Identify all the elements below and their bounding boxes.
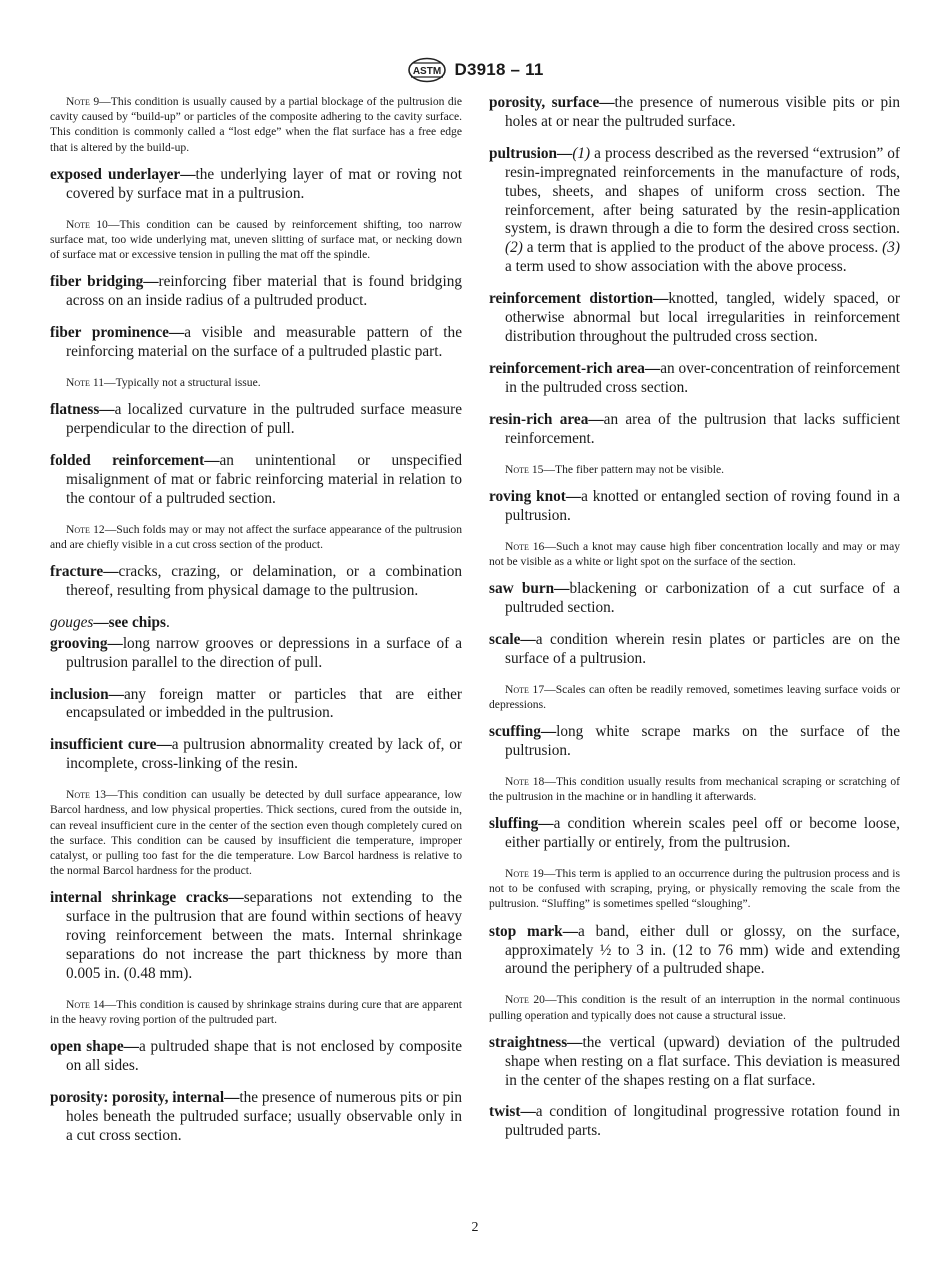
note-15: Note 15—The fiber pattern may not be visible. xyxy=(505,462,725,476)
term-grooving: grooving—long narrow grooves or depressions in a surface of a pultrusion parallel to the direction of pull. xyxy=(50,634,462,671)
term-exposed-underlayer: exposed underlayer—the underlying layer of mat or roving not covered by surface mat in a pultrusion. xyxy=(50,165,462,202)
note-19: Note 19—This term is applied to an occurrence during the pultrusion process and is not to be confused with scraping, prying, or physically removing the scale from the pultrusion. “Sluffing” is sometimes spelled “sloughing”. xyxy=(489,866,901,911)
term-fiber-bridging: fiber bridging—reinforcing fiber material that is found bridging across on an inside radius of a pultruded product. xyxy=(50,273,462,310)
term-stop-mark: stop mark—a band, either dull or glossy, on the surface, approximately ½ to 3 in. (12 to 76 mm) wide and extending around the periphery of a pultruded shape. xyxy=(489,922,901,978)
svg-text:ASTM: ASTM xyxy=(412,66,441,77)
note-11: Note 11—Typically not a structural issue. xyxy=(66,375,261,389)
term-internal-shrinkage-cracks: internal shrinkage cracks—separations not extending to the surface in the pultrusion that are found within sections of heavy roving reinforcement between the mats. Internal shrinkage separations do not increase the part thickness by more than 0.005 in. (0.48 mm). xyxy=(50,889,462,982)
term-scuffing: scuffing—long white scrape marks on the surface of the pultrusion. xyxy=(489,722,900,759)
term-scale: scale—a condition wherein resin plates or particles are on the surface of a pultrusion. xyxy=(489,630,900,667)
term-twist: twist—a condition of longitudinal progressive rotation found in pultruded parts. xyxy=(489,1103,900,1140)
note-20: Note 20—This condition is the result of an interruption in the normal continuous pulling operation and typically does not cause a structural issue. xyxy=(489,993,900,1022)
term-roving-knot: roving knot—a knotted or entangled section of roving found in a pultrusion. xyxy=(489,487,900,524)
note-14: Note 14—This condition is caused by shrinkage strains during cure that are apparent in the heavy roving portion of the pultruded part. xyxy=(50,997,463,1027)
term-reinforcement-rich-area: reinforcement-rich area—an over-concentration of reinforcement in the pultruded cross section. xyxy=(489,359,900,396)
term-insufficient-cure: insufficient cure—a pultrusion abnormality created by lack of, or incomplete, cross-linking of the resin. xyxy=(50,736,463,773)
term-fiber-prominence: fiber prominence—a visible and measurable pattern of the reinforcing material on the surface of a pultruded plastic part. xyxy=(50,324,462,360)
astm-logo-icon xyxy=(407,57,447,83)
term-gouges: gouges—see chips. xyxy=(50,613,170,631)
page-number: 2 xyxy=(471,1220,479,1235)
term-straightness: straightness—the vertical (upward) deviation of the pultruded shape when resting on a flat surface. This deviation is measured in the center of the shapes resting on a flat surface. xyxy=(489,1033,900,1089)
term-pultrusion: pultrusion—(1) a process described as the reversed “extrusion” of resin-impregnated reinforcements in the manufacture of rods, tubes, sheets, and shapes of uniform cross section. The reinforcement, after being saturated by the resin-application system, is drawn through a die to form the desired cross section. (2) a term that is applied to the product of the above process. (3) a term used to show association with the above process. xyxy=(489,144,900,276)
left-column xyxy=(50,94,462,1159)
term-inclusion: inclusion—any foreign matter or particles that are either encapsulated or imbedded in the pultrusion. xyxy=(50,685,462,722)
term-resin-rich-area: resin-rich area—an area of the pultrusion that lacks sufficient reinforcement. xyxy=(489,410,901,447)
note-12: Note 12—Such folds may or may not affect the surface appearance of the pultrusion and are chiefly visible in a cut cross section of the product. xyxy=(50,522,462,551)
term-fracture: fracture—cracks, crazing, or delamination, or a combination thereof, resulting from physical damage to the pultrusion. xyxy=(50,563,462,599)
note-10: Note 10—This condition can be caused by reinforcement shifting, too narrow surface mat, too wide underlying mat, uneven slitting of surface mat, or necking down of surface mat or excessive tension in pulling the mat off the spindle. xyxy=(50,217,462,262)
term-sluffing: sluffing—a condition wherein scales peel off or become loose, either partially or entirely, from the pultrusion. xyxy=(489,815,900,852)
term-open-shape: open shape—a pultruded shape that is not enclosed by composite on all sides. xyxy=(50,1038,463,1075)
note-18: Note 18—This condition usually results from mechanical scraping or scratching of the pultrusion in the machine or in handling it afterwards. xyxy=(489,774,900,803)
term-reinforcement-distortion: reinforcement distortion—knotted, tangled, widely spaced, or otherwise abnormal but local irregularities in reinforcement distribution throughout the pultruded cross section. xyxy=(489,290,900,345)
right-column xyxy=(489,94,900,1154)
note-16: Note 16—Such a knot may cause high fiber concentration locally and may or may not be visible as a white or light spot on the surface of the section. xyxy=(489,539,901,568)
note-17: Note 17—Scales can often be readily removed, sometimes leaving surface voids or depressions. xyxy=(489,682,900,711)
document-code: D3918 – 11 xyxy=(454,60,544,79)
term-porosity-surface: porosity, surface—the presence of numerous visible pits or pin holes at or near the pultruded surface. xyxy=(489,94,900,130)
term-folded-reinforcement: folded reinforcement—an unintentional or unspecified misalignment of mat or fabric reinforcing material in relation to the contour of a pultruded section. xyxy=(50,451,462,507)
page-header xyxy=(0,56,950,84)
term-saw-burn: saw burn—blackening or carbonization of a cut surface of a pultruded section. xyxy=(489,579,900,616)
term-porosity-internal: porosity: porosity, internal—the presence of numerous pits or pin holes beneath the pultruded surface; usually observable only in a cut cross section. xyxy=(50,1089,462,1144)
note-9: Note 9—This condition is usually caused by a partial blockage of the pultrusion die cavity caused by “build-up” or particles of the composite adhering to the cavity surface. This condition is commonly called a “lost edge” when the flat surface has a free edge that is altered by the build-up. xyxy=(50,95,462,154)
term-flatness: flatness—a localized curvature in the pultruded surface measure perpendicular to the direction of pull. xyxy=(50,401,462,437)
note-13: Note 13—This condition can usually be detected by dull surface appearance, low Barcol hardness, and low physical properties. Thick sections, cured from the outside in, can reveal insufficient cure in the center of the section even though completely cured on the surface. This condition can be caused by insufficient die temperature, improper catalyst, or pulling too fast for the die temperature. Low Barcol hardness is relative to the normal Barcol hardness for the product. xyxy=(50,788,462,878)
